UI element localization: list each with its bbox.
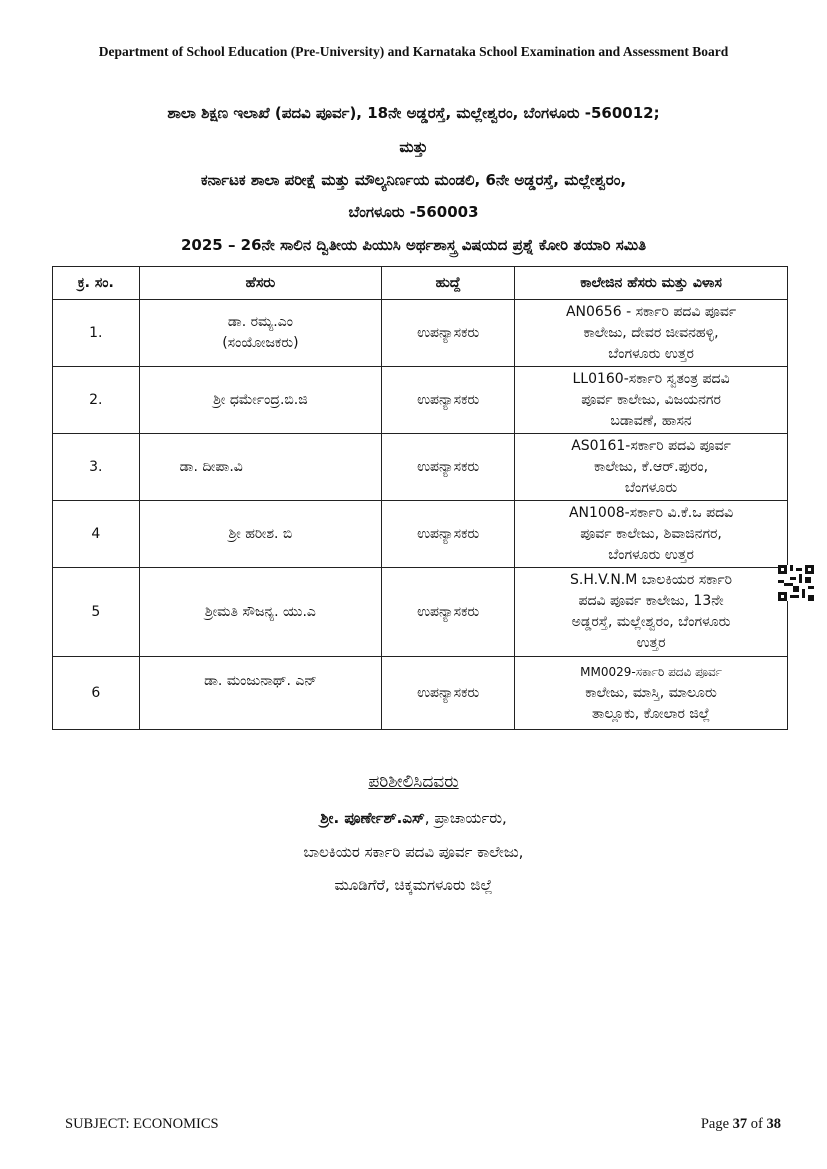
- cell-address: [515, 501, 788, 568]
- cell-designation: ಉಪನ್ಯಾಸಕರು: [382, 367, 515, 434]
- address-line: ಕಾಲೇಜು, ದೇವರ ಜೀವನಹಳ್ಳಿ,: [583, 324, 719, 341]
- address-line: ಬಡಾವಣೆ, ಹಾಸನ: [610, 412, 692, 429]
- header-designation: ಹುದ್ದೆ: [382, 267, 515, 300]
- cell-serial-no: 4: [53, 501, 140, 568]
- table-row: [53, 300, 788, 367]
- cell-serial-no: 6: [53, 657, 140, 730]
- page-current: 37: [732, 1116, 748, 1132]
- committee-table: [52, 266, 788, 730]
- cell-designation: ಉಪನ್ಯಾಸಕರು: [382, 657, 515, 730]
- reviewer-place: ಮೂಡಿಗೆರೆ, ಚಿಕ್ಕಮಗಳೂರು ಜಿಲ್ಲೆ: [334, 876, 493, 894]
- cell-serial-no: 3.: [53, 434, 140, 501]
- cell-address: [515, 300, 788, 367]
- address-line: AN1008-ಸರ್ಕಾರಿ ವಿ.ಕೆ.ಒ ಪದವಿ: [568, 504, 734, 521]
- member-name: ಶ್ರೀಮತಿ ಸೌಜನ್ಯ. ಯು.ಎ: [204, 603, 316, 620]
- address-line: ಪೂರ್ವ ಕಾಲೇಜು, ಶಿವಾಜಿನಗರ,: [580, 525, 722, 542]
- cell-name: [139, 434, 382, 501]
- cell-designation: ಉಪನ್ಯಾಸಕರು: [382, 434, 515, 501]
- cell-serial-no: 5: [53, 568, 140, 657]
- member-name: ಡಾ. ರಮ್ಯ.ಎಂ: [227, 314, 293, 330]
- cell-address: [515, 568, 788, 657]
- qr-code-icon: [778, 565, 814, 601]
- reviewer-name: ಶ್ರೀ. ಪೂರ್ಣೇಶ್.ಎಸ್: [320, 809, 425, 827]
- address-line: MM0029-ಸರ್ಕಾರಿ ಪದವಿ ಪೂರ್ವ: [580, 664, 722, 679]
- address-line: AN0656 - ಸರ್ಕಾರಿ ಪದವಿ ಪೂರ್ವ: [565, 303, 737, 320]
- address-line: S.H.V.N.M ಬಾಲಕಿಯರ ಸರ್ಕಾರಿ: [570, 572, 733, 588]
- address-line: LL0160-ಸರ್ಕಾರಿ ಸ್ವತಂತ್ರ ಪದವಿ: [572, 370, 730, 387]
- member-name: ಶ್ರೀ ಧರ್ಮೇಂದ್ರ.ಬಿ.ಜಿ: [213, 391, 308, 408]
- cell-address: [515, 657, 788, 730]
- cell-name: [139, 657, 382, 730]
- address-line: ಬೆಂಗಳೂರು: [624, 479, 678, 496]
- header-serial-no: ಕ್ರ. ಸಂ.: [53, 267, 140, 300]
- address-line: ಕಾಲೇಜು, ಮಾಸ್ತಿ, ಮಾಲೂರು: [585, 684, 717, 701]
- board-title: Department of School Education (Pre-University) and Karnataka School Examination and Assessment Board: [98, 44, 729, 59]
- member-name: ಶ್ರೀ ಹರೀಶ. ಬಿ: [228, 525, 293, 542]
- address-line: ಉತ್ತರ: [636, 635, 666, 651]
- cell-designation: ಉಪನ್ಯಾಸಕರು: [382, 568, 515, 657]
- address-line: ಕಾಲೇಜು, ಕೆ.ಆರ್.ಪುರಂ,: [594, 458, 709, 475]
- footer-page-number: [701, 1116, 781, 1133]
- committee-title: 2025 – 26ನೇ ಸಾಲಿನ ದ್ವಿತೀಯ ಪಿಯುಸಿ ಅರ್ಥಶಾಸ್ತ್ರ ವಿಷಯದ ಪ್ರಶ್ನೆ ಕೋರಿ ತಯಾರಿ ಸಮಿತಿ: [180, 236, 647, 254]
- intro-line-1: ಶಾಲಾ ಶಿಕ್ಷಣ ಇಲಾಖೆ (ಪದವಿ ಪೂರ್ವ), 18ನೇ ಅಡ್ಡರಸ್ತೆ, ಮಲ್ಲೇಶ್ವರಂ, ಬೆಂಗಳೂರು -560012;: [167, 104, 660, 122]
- cell-serial-no: 2.: [53, 367, 140, 434]
- table-row: [53, 367, 788, 434]
- intro-line-3: ಕರ್ನಾಟಕ ಶಾಲಾ ಪರೀಕ್ಷೆ ಮತ್ತು ಮೌಲ್ಯನಿರ್ಣಯ ಮಂಡಲಿ, 6ನೇ ಅಡ್ಡರಸ್ತೆ, ಮಲ್ಲೇಶ್ವರಂ,: [200, 171, 627, 189]
- member-name: ಡಾ. ದೀಪಾ.ವಿ: [179, 458, 243, 475]
- member-role-note: (ಸಂಯೋಜಕರು): [222, 335, 299, 351]
- cell-address: [515, 367, 788, 434]
- reviewer-name-line: [0, 809, 827, 827]
- address-line: ಬೆಂಗಳೂರು ಉತ್ತರ: [608, 546, 694, 563]
- reviewer-heading: ಪರಿಶೀಲಿಸಿದವರು: [368, 772, 459, 792]
- address-line: AS0161-ಸರ್ಕಾರಿ ಪದವಿ ಪೂರ್ವ: [571, 437, 731, 454]
- intro-line-2: ಮತ್ತು: [399, 138, 428, 156]
- cell-name: [139, 300, 382, 367]
- table-row: [53, 501, 788, 568]
- cell-designation: ಉಪನ್ಯಾಸಕರು: [382, 501, 515, 568]
- address-line: ಅಡ್ಡರಸ್ತೆ, ಮಲ್ಲೇಶ್ವರಂ, ಬೆಂಗಳೂರು: [571, 614, 731, 630]
- cell-name: [139, 568, 382, 657]
- member-name: ಡಾ. ಮಂಜುನಾಥ್. ಎನ್: [204, 673, 317, 689]
- intro-line-4: ಬೆಂಗಳೂರು -560003: [348, 203, 479, 221]
- cell-designation: ಉಪನ್ಯಾಸಕರು: [382, 300, 515, 367]
- table-header-row: [53, 267, 788, 300]
- table-row: [53, 434, 788, 501]
- cell-name: [139, 367, 382, 434]
- page-of: of: [747, 1116, 767, 1132]
- footer-subject: SUBJECT: ECONOMICS: [65, 1116, 219, 1132]
- header-college-address: ಕಾಲೇಜಿನ ಹೆಸರು ಮತ್ತು ವಿಳಾಸ: [515, 267, 788, 300]
- table-row: [53, 568, 788, 657]
- reviewer-college: ಬಾಲಕಿಯರ ಸರ್ಕಾರಿ ಪದವಿ ಪೂರ್ವ ಕಾಲೇಜು,: [303, 843, 524, 861]
- cell-name: [139, 501, 382, 568]
- address-line: ಪದವಿ ಪೂರ್ವ ಕಾಲೇಜು, 13ನೇ: [578, 593, 724, 609]
- address-line: ತಾಲ್ಲೂಕು, ಕೋಲಾರ ಜಿಲ್ಲೆ: [592, 705, 711, 722]
- address-line: ಬೆಂಗಳೂರು ಉತ್ತರ: [608, 345, 694, 362]
- cell-address: [515, 434, 788, 501]
- address-line: ಪೂರ್ವ ಕಾಲೇಜು, ವಿಜಯನಗರ: [581, 391, 721, 408]
- reviewer-designation: , ಪ್ರಾಚಾರ್ಯರು,: [424, 809, 507, 827]
- page-total: 38: [766, 1116, 781, 1132]
- cell-serial-no: 1.: [53, 300, 140, 367]
- table-row: [53, 657, 788, 730]
- header-name: ಹೆಸರು: [139, 267, 382, 300]
- page-prefix: Page: [700, 1116, 733, 1132]
